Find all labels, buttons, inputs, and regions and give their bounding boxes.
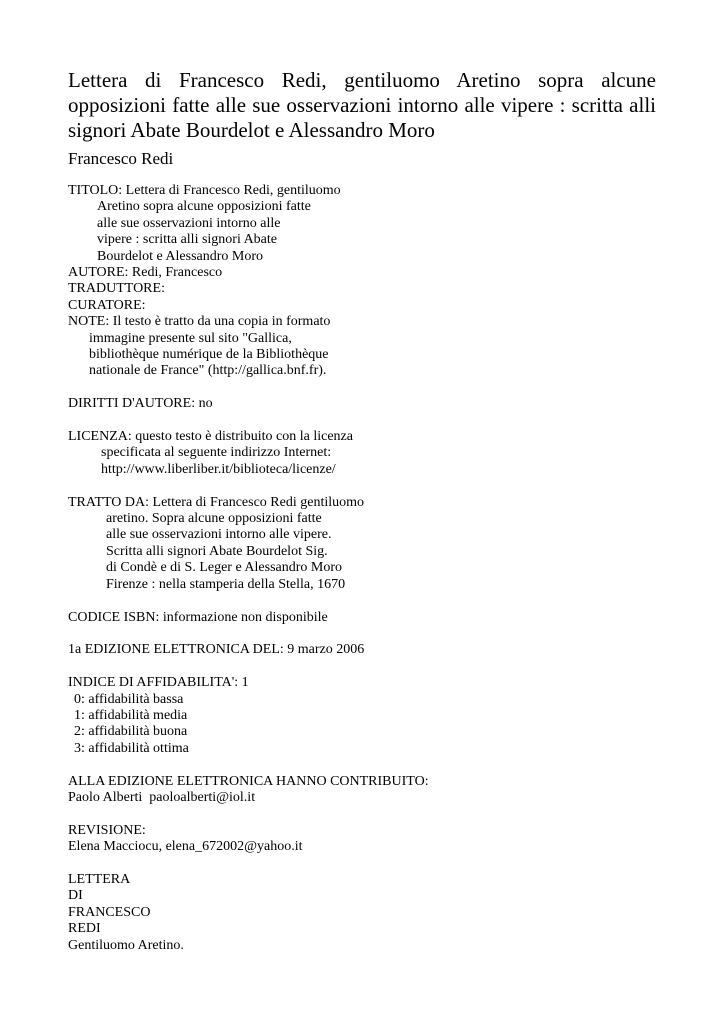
affidabilita-section	[68, 675, 668, 757]
revisione-heading: REVISIONE:	[68, 822, 146, 838]
affidabilita-level: 1: affidabilità media	[74, 707, 188, 723]
note-line: bibliothèque numérique de la Bibliothèque	[89, 347, 329, 363]
revisione-value: Elena Macciocu, elena_672002@yahoo.it	[68, 839, 303, 855]
spacer	[68, 413, 668, 429]
intestazione-line: Gentiluomo Aretino.	[68, 937, 184, 953]
autore-line: AUTORE: Redi, Francesco	[68, 265, 223, 281]
intestazione-line: FRANCESCO	[68, 904, 151, 920]
document-title: Lettera di Francesco Redi, gentiluomo Aretino sopra alcune opposizioni fatte alle sue osservazioni intorno alle vipere : scritta alli signori Abate Bourdelot e Alessandro Moro	[68, 68, 656, 142]
titolo-line: vipere : scritta alli signori Abate	[97, 232, 278, 248]
titolo-line: TITOLO: Lettera di Francesco Redi, gentiluomo	[68, 183, 341, 198]
contributi-section	[68, 774, 668, 807]
tratto-da-line: Firenze : nella stamperia della Stella, 1670	[106, 576, 346, 592]
isbn-line: CODICE ISBN: informazione non disponibile	[68, 609, 328, 625]
edizione-line: 1a EDIZIONE ELETTRONICA DEL: 9 marzo 2006	[68, 642, 365, 658]
titolo-line: alle sue osservazioni intorno alle	[97, 215, 281, 231]
titolo-line: Aretino sopra alcune opposizioni fatte	[97, 199, 311, 215]
diritti-line: DIRITTI D'AUTORE: no	[68, 396, 213, 412]
spacer	[68, 626, 668, 642]
affidabilita-level: 3: affidabilità ottima	[74, 740, 189, 756]
tratto-da-line: alle sue osservazioni intorno alle vipere.	[106, 527, 332, 543]
tratto-da-line: di Condè e di S. Leger e Alessandro Moro	[106, 560, 343, 576]
intestazione-line: LETTERA	[68, 871, 131, 887]
intestazione-line: REDI	[68, 921, 101, 937]
tratto-da-section	[68, 495, 668, 593]
metadata-block	[68, 183, 668, 954]
spacer	[68, 659, 668, 675]
licenza-section	[68, 429, 668, 478]
spacer	[68, 806, 668, 822]
document-author: Francesco Redi	[68, 149, 174, 168]
note-line: NOTE: Il testo è tratto da una copia in formato	[68, 314, 331, 330]
note-section	[68, 314, 668, 380]
contributi-value: Paolo Alberti paoloalberti@iol.it	[68, 789, 256, 805]
intestazione-section	[68, 872, 668, 954]
spacer	[68, 593, 668, 609]
intestazione-line: DI	[68, 888, 83, 904]
note-line: immagine presente sul sito "Gallica,	[89, 330, 292, 346]
traduttore-line: TRADUTTORE:	[68, 281, 165, 297]
spacer	[68, 757, 668, 773]
affidabilita-level: 0: affidabilità bassa	[74, 691, 184, 707]
contributi-heading: ALLA EDIZIONE ELETTRONICA HANNO CONTRIBUITO:	[68, 773, 429, 789]
affidabilita-heading: INDICE DI AFFIDABILITA': 1	[68, 675, 249, 691]
spacer	[68, 380, 668, 396]
titolo-section	[68, 183, 668, 265]
tratto-da-line: Scritta alli signori Abate Bourdelot Sig.	[106, 543, 328, 559]
spacer	[68, 478, 668, 494]
titolo-line: Bourdelot e Alessandro Moro	[97, 248, 264, 264]
tratto-da-line: aretino. Sopra alcune opposizioni fatte	[106, 511, 322, 527]
licenza-line: LICENZA: questo testo è distribuito con la licenza	[68, 429, 353, 445]
spacer	[68, 856, 668, 872]
curatore-line: CURATORE:	[68, 297, 146, 313]
revisione-section	[68, 823, 668, 856]
tratto-da-line: TRATTO DA: Lettera di Francesco Redi gentiluomo	[68, 494, 365, 510]
licenza-line: specificata al seguente indirizzo Internet:	[101, 445, 332, 461]
licenza-url: http://www.liberliber.it/biblioteca/licenze/	[101, 461, 336, 477]
affidabilita-level: 2: affidabilità buona	[74, 724, 188, 740]
note-line: nationale de France" (http://gallica.bnf.fr).	[89, 363, 327, 379]
